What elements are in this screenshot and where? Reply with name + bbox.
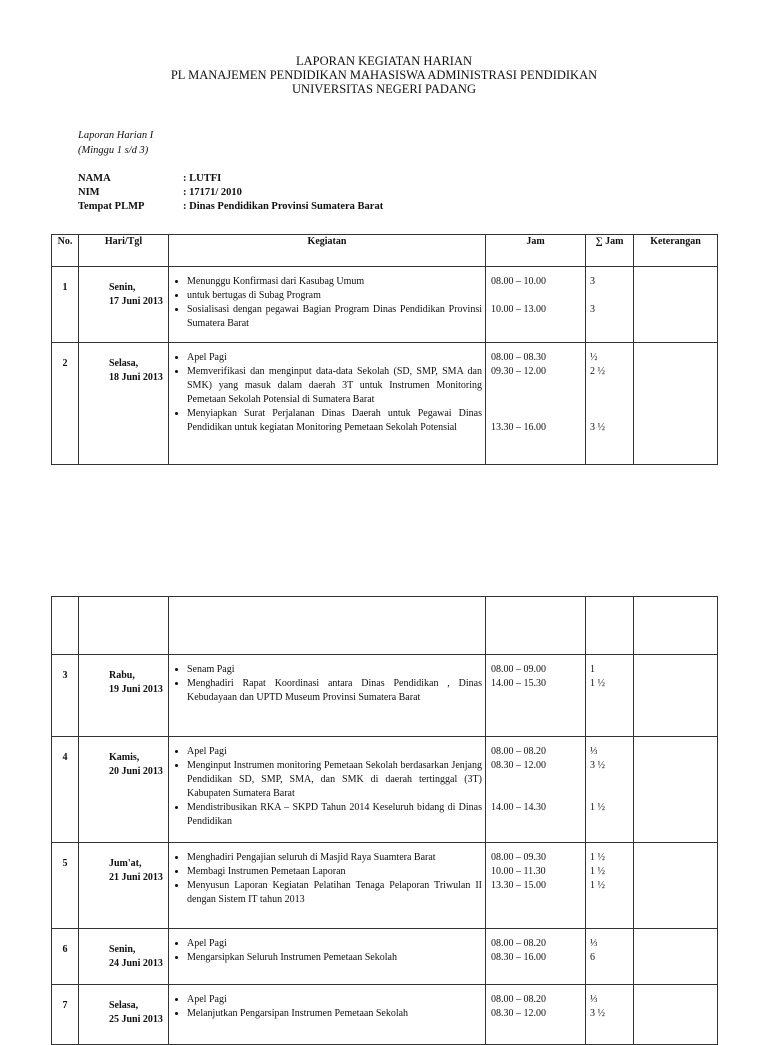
time-range: 08.00 – 09.00 (491, 664, 546, 675)
day-name: Kamis, (109, 752, 140, 763)
row-times (486, 267, 586, 343)
row-notes (634, 985, 718, 1045)
activity-table-page-2 (51, 596, 718, 1045)
row-times (486, 929, 586, 985)
row-times (486, 737, 586, 843)
day-date: 19 Juni 2013 (109, 684, 163, 695)
activity-item: • Apel Pagi (187, 745, 482, 759)
time-range: 08.00 – 08.20 (491, 994, 546, 1005)
row-day (79, 929, 169, 985)
hours-value: 3 (590, 304, 595, 315)
activity-item: • Menginput Instrumen monitoring Pemetaan Sekolah berdasarkan Jenjang Pendidikan SD, SMP, SMA, dan SMK di daerah tertinggal (3T) Kabupaten Sumatera Barat (187, 759, 482, 801)
row-day (79, 267, 169, 343)
activity-item: • Menghadiri Pengajian seluruh di Masjid Raya Suamtera Barat (187, 851, 482, 865)
hours-value: 1 ½ (590, 802, 605, 813)
table-row (52, 737, 718, 843)
day-date: 24 Juni 2013 (109, 958, 163, 969)
hours-value: 3 ½ (590, 760, 605, 771)
report-weeks: (Minggu 1 s/d 3) (78, 145, 149, 156)
time-range: 08.00 – 08.20 (491, 746, 546, 757)
activity-item: • Mengarsipkan Seluruh Instrumen Pemetaan Sekolah (187, 951, 482, 965)
row-activities (169, 843, 486, 929)
hours-value: 1 ½ (590, 866, 605, 877)
info-value: : Dinas Pendidikan Provinsi Sumatera Barat (183, 201, 384, 212)
activity-table-page-1 (51, 234, 718, 465)
time-range: 09.30 – 12.00 (491, 366, 546, 377)
row-sums (586, 267, 634, 343)
activity-item: • Apel Pagi (187, 937, 482, 951)
header-day: Hari/Tgl (79, 235, 169, 267)
row-activities (169, 655, 486, 737)
hours-value: ⅓ (590, 994, 598, 1005)
row-day (79, 737, 169, 843)
info-value: : LUTFI (183, 173, 222, 184)
row-day (79, 343, 169, 465)
row-times (486, 843, 586, 929)
activity-item: • Menyiapkan Surat Perjalanan Dinas Daerah untuk Pegawai Dinas Pendidikan untuk kegiatan Monitoring Pemetaan Sekolah Potensial (187, 407, 482, 435)
row-sums (586, 985, 634, 1045)
row-times (486, 655, 586, 737)
day-date: 20 Juni 2013 (109, 766, 163, 777)
activity-item: • untuk bertugas di Subag Program (187, 289, 482, 303)
day-name: Senin, (109, 944, 136, 955)
activity-item: • Sosialisasi dengan pegawai Bagian Program Dinas Pendidikan Provinsi Sumatera Barat (187, 303, 482, 331)
info-row-place (78, 200, 383, 214)
day-name: Jum'at, (109, 858, 142, 869)
info-label: NAMA (78, 173, 111, 184)
row-number: 3 (52, 655, 79, 737)
table-row (52, 343, 718, 465)
day-name: Selasa, (109, 1000, 139, 1011)
hours-value: 1 (590, 664, 595, 675)
row-number: 4 (52, 737, 79, 843)
header-activity: Kegiatan (169, 235, 486, 267)
table-row (52, 655, 718, 737)
header-time: Jam (486, 235, 586, 267)
time-range: 13.30 – 16.00 (491, 422, 546, 433)
header-notes: Keterangan (634, 235, 718, 267)
day-date: 17 Juni 2013 (109, 296, 163, 307)
table-row (52, 843, 718, 929)
hours-value: 3 (590, 276, 595, 287)
activity-item: • Senam Pagi (187, 663, 482, 677)
blank-cell (169, 597, 486, 655)
info-label: Tempat PLMP (78, 201, 145, 212)
hours-value: ⅓ (590, 938, 598, 949)
time-range: 14.00 – 14.30 (491, 802, 546, 813)
report-subtitle (78, 128, 153, 158)
row-notes (634, 929, 718, 985)
blank-cell (52, 597, 79, 655)
day-date: 25 Juni 2013 (109, 1014, 163, 1025)
activity-item: • Memverifikasi dan menginput data-data Sekolah (SD, SMP, SMA dan SMK) yang masuk dalam daerah 3T untuk Instrumen Monitoring Pemetaan Sekolah Potensial di Sumatera Barat (187, 365, 482, 407)
row-number: 5 (52, 843, 79, 929)
table-row (52, 929, 718, 985)
day-date: 18 Juni 2013 (109, 372, 163, 383)
row-activities (169, 343, 486, 465)
row-sums (586, 655, 634, 737)
hours-value: ½ (590, 352, 598, 363)
table-blank-header-row (52, 597, 718, 655)
activity-item: • Menyusun Laporan Kegiatan Pelatihan Tenaga Pelaporan Triwulan II dengan Sistem IT tahun 2013 (187, 879, 482, 907)
activity-item: • Apel Pagi (187, 351, 482, 365)
row-notes (634, 343, 718, 465)
row-activities (169, 737, 486, 843)
blank-cell (634, 597, 718, 655)
row-activities (169, 929, 486, 985)
time-range: 10.00 – 13.00 (491, 304, 546, 315)
report-number: Laporan Harian I (78, 130, 154, 141)
header-no: No. (52, 235, 79, 267)
activity-item: • Menghadiri Rapat Koordinasi antara Dinas Pendidikan , Dinas Kebudayaan dan UPTD Museum Provinsi Sumatera Barat (187, 677, 482, 705)
blank-cell (586, 597, 634, 655)
blank-cell (79, 597, 169, 655)
row-day (79, 985, 169, 1045)
row-number: 6 (52, 929, 79, 985)
activity-item: • Menunggu Konfirmasi dari Kasubag Umum (187, 275, 482, 289)
time-range: 08.30 – 12.00 (491, 1008, 546, 1019)
time-range: 13.30 – 15.00 (491, 880, 546, 891)
time-range: 08.00 – 10.00 (491, 276, 546, 287)
report-title: LAPORAN KEGIATAN HARIAN (295, 54, 473, 68)
hours-value: 1 ½ (590, 678, 605, 689)
blank-cell (486, 597, 586, 655)
hours-value: 3 ½ (590, 422, 605, 433)
day-date: 21 Juni 2013 (109, 872, 163, 883)
row-activities (169, 985, 486, 1045)
hours-value: 2 ½ (590, 366, 605, 377)
activity-item: • Mendistribusikan RKA – SKPD Tahun 2014 Keseluruh bidang di Dinas Pendidikan (187, 801, 482, 829)
row-notes (634, 267, 718, 343)
row-sums (586, 843, 634, 929)
row-sums (586, 929, 634, 985)
row-day (79, 843, 169, 929)
table-row (52, 985, 718, 1045)
row-number: 1 (52, 267, 79, 343)
row-times (486, 343, 586, 465)
info-label: NIM (78, 187, 100, 198)
student-info (78, 172, 383, 214)
row-number: 7 (52, 985, 79, 1045)
info-row-name (78, 172, 383, 186)
hours-value: 3 ½ (590, 1008, 605, 1019)
table-header-row (52, 235, 718, 267)
activity-item: • Membagi Instrumen Pemetaan Laporan (187, 865, 482, 879)
day-name: Rabu, (109, 670, 135, 681)
table-row (52, 267, 718, 343)
header-total-hours: ∑ Jam (586, 235, 634, 267)
info-row-nim (78, 186, 383, 200)
time-range: 08.30 – 12.00 (491, 760, 546, 771)
time-range: 08.30 – 16.00 (491, 952, 546, 963)
hours-value: 1 ½ (590, 880, 605, 891)
day-name: Senin, (109, 282, 136, 293)
activity-item: • Melanjutkan Pengarsipan Instrumen Pemetaan Sekolah (187, 1007, 482, 1021)
activity-item: • Apel Pagi (187, 993, 482, 1007)
time-range: 14.00 – 15.30 (491, 678, 546, 689)
university-title: UNIVERSITAS NEGERI PADANG (292, 82, 476, 96)
info-value: : 17171/ 2010 (183, 187, 242, 198)
row-times (486, 985, 586, 1045)
hours-value: ⅓ (590, 746, 598, 757)
time-range: 08.00 – 08.20 (491, 938, 546, 949)
time-range: 10.00 – 11.30 (491, 866, 546, 877)
row-activities (169, 267, 486, 343)
row-notes (634, 737, 718, 843)
row-notes (634, 655, 718, 737)
program-title: PL MANAJEMEN PENDIDIKAN MAHASISWA ADMINISTRASI PENDIDIKAN (170, 68, 598, 82)
row-sums (586, 737, 634, 843)
row-number: 2 (52, 343, 79, 465)
time-range: 08.00 – 09.30 (491, 852, 546, 863)
row-notes (634, 843, 718, 929)
hours-value: 6 (590, 952, 595, 963)
hours-value: 1 ½ (590, 852, 605, 863)
row-day (79, 655, 169, 737)
time-range: 08.00 – 08.30 (491, 352, 546, 363)
day-name: Selasa, (109, 358, 139, 369)
row-sums (586, 343, 634, 465)
